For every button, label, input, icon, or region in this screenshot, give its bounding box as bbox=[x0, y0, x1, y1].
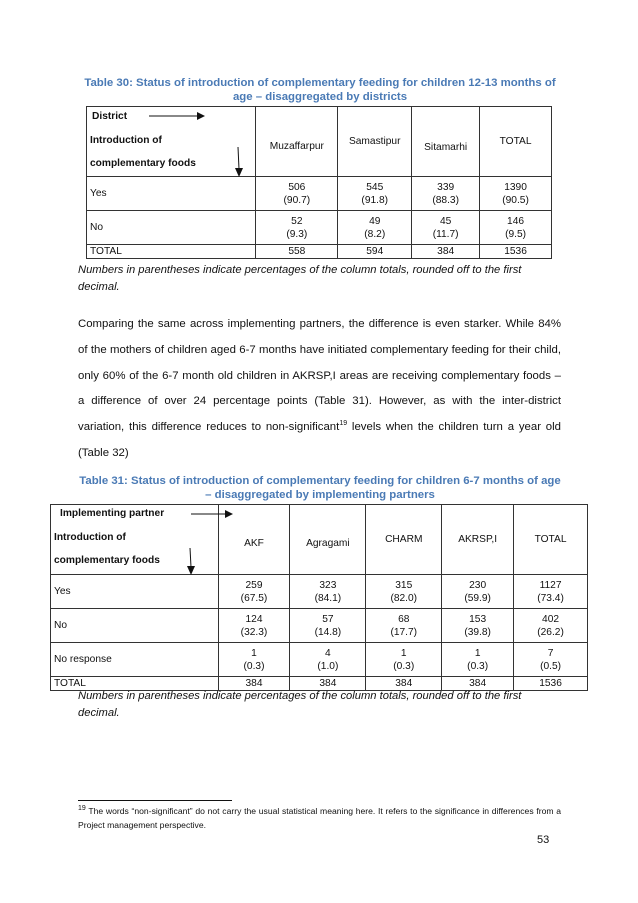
body-paragraph: Comparing the same across implementing partners, the difference is even starker. While 84% of the mothers of children aged 6-7 months have initiated complementary feeding for their child, only 60% of the 6-7 month old children in AKRSP,I areas are receiving complementary foods – a difference of over 24 percentage points (Table 31). However, as with the inter-district variation, this difference reduces to non-significant$^{19}$ levels when the children turn a year old (Table 32) bbox=[78, 318, 562, 459]
table-cell: 384 bbox=[442, 677, 514, 691]
table31-header-top: Implementing partner bbox=[60, 508, 165, 519]
table-cell: 594 bbox=[338, 245, 412, 259]
page-number: 53 bbox=[537, 834, 550, 846]
table-row bbox=[51, 643, 588, 677]
footnote-divider bbox=[78, 800, 232, 801]
down-arrow-icon bbox=[234, 147, 244, 177]
table-cell: 384 bbox=[218, 677, 290, 691]
table-cell: 339 (88.3) bbox=[412, 177, 480, 211]
down-arrow-icon bbox=[186, 548, 196, 575]
table-cell: 1390 (90.5) bbox=[480, 177, 552, 211]
table30-header-cell bbox=[87, 107, 256, 177]
table-cell: 153 (39.8) bbox=[442, 609, 514, 643]
row-label: TOTAL bbox=[51, 677, 219, 691]
row-label: No response bbox=[51, 643, 219, 677]
table30-note: Numbers in parentheses indicate percentages of the column totals, rounded off to the first decimal. bbox=[78, 264, 522, 293]
table31-col-agragami: Agragami bbox=[290, 505, 366, 575]
table30-header-bottom: Introduction of complementary foods bbox=[90, 135, 196, 169]
row-label: No bbox=[51, 609, 219, 643]
table-cell: 1 (0.3) bbox=[366, 643, 442, 677]
table-cell: 506 (90.7) bbox=[256, 177, 338, 211]
table-cell: 4 (1.0) bbox=[290, 643, 366, 677]
table30-caption-line2: age – disaggregated by districts bbox=[232, 91, 408, 103]
row-label: Yes bbox=[87, 177, 256, 211]
table-cell: 315 (82.0) bbox=[366, 575, 442, 609]
table-cell: 1 (0.3) bbox=[442, 643, 514, 677]
table-cell: 384 bbox=[290, 677, 366, 691]
table-cell: 52 (9.3) bbox=[256, 211, 338, 245]
table-cell: 545 (91.8) bbox=[338, 177, 412, 211]
table-cell: 259 (67.5) bbox=[218, 575, 290, 609]
table31 bbox=[50, 504, 588, 691]
table-cell: 7 (0.5) bbox=[514, 643, 588, 677]
table-row bbox=[87, 245, 552, 259]
table31-header-cell bbox=[51, 505, 219, 575]
footnote: $^{19}$ The words “non-significant” do not carry the usual statistical meaning here. It refers to the significance in differences from a Project management perspective. bbox=[78, 805, 561, 830]
right-arrow-icon bbox=[191, 509, 233, 519]
table31-col-charm: CHARM bbox=[366, 505, 442, 575]
table-cell: 124 (32.3) bbox=[218, 609, 290, 643]
table-cell: 1127 (73.4) bbox=[514, 575, 588, 609]
table-cell: 49 (8.2) bbox=[338, 211, 412, 245]
table-cell: 68 (17.7) bbox=[366, 609, 442, 643]
table31-caption bbox=[60, 474, 580, 502]
footnote-ref: 19 bbox=[339, 420, 348, 428]
table-row bbox=[87, 211, 552, 245]
row-label: Yes bbox=[51, 575, 219, 609]
table30-col-samastipur: Samastipur bbox=[338, 107, 412, 177]
table-cell: 45 (11.7) bbox=[412, 211, 480, 245]
footnote-number: 19 bbox=[78, 805, 86, 813]
table31-col-total: TOTAL bbox=[514, 505, 588, 575]
table-cell: 384 bbox=[366, 677, 442, 691]
right-arrow-icon bbox=[149, 111, 205, 121]
table31-caption-line1: Table 31: Status of introduction of complementary feeding for children 6-7 months of age bbox=[79, 475, 561, 487]
table-cell: 402 (26.2) bbox=[514, 609, 588, 643]
table-cell: 146 (9.5) bbox=[480, 211, 552, 245]
table-row bbox=[51, 575, 588, 609]
table-cell: 57 (14.8) bbox=[290, 609, 366, 643]
table-cell: 1536 bbox=[480, 245, 552, 259]
table-row bbox=[51, 609, 588, 643]
table-cell: 1 (0.3) bbox=[218, 643, 290, 677]
table30-col-muzaffarpur: Muzaffarpur bbox=[256, 107, 338, 177]
table-cell: 1536 bbox=[514, 677, 588, 691]
table-cell: 230 (59.9) bbox=[442, 575, 514, 609]
table30-caption-line1: Table 30: Status of introduction of complementary feeding for children 12-13 months of bbox=[84, 77, 556, 89]
row-label: TOTAL bbox=[87, 245, 256, 259]
table31-header-bottom: Introduction of complementary foods bbox=[54, 532, 160, 566]
table30 bbox=[86, 106, 552, 259]
row-label: No bbox=[87, 211, 256, 245]
table31-caption-line2: – disaggregated by implementing partners bbox=[205, 489, 435, 501]
table31-col-akf: AKF bbox=[218, 505, 290, 575]
table30-col-total: TOTAL bbox=[480, 107, 552, 177]
table31-col-akrspi: AKRSP,I bbox=[442, 505, 514, 575]
table-row bbox=[87, 177, 552, 211]
table30-header-top: District bbox=[92, 111, 128, 122]
table-cell: 558 bbox=[256, 245, 338, 259]
table-cell: 384 bbox=[412, 245, 480, 259]
table30-caption bbox=[60, 76, 580, 104]
table31-note: Numbers in parentheses indicate percentages of the column totals, rounded off to the first decimal. bbox=[78, 690, 522, 719]
table-cell: 323 (84.1) bbox=[290, 575, 366, 609]
table30-col-sitamarhi: Sitamarhi bbox=[412, 107, 480, 177]
